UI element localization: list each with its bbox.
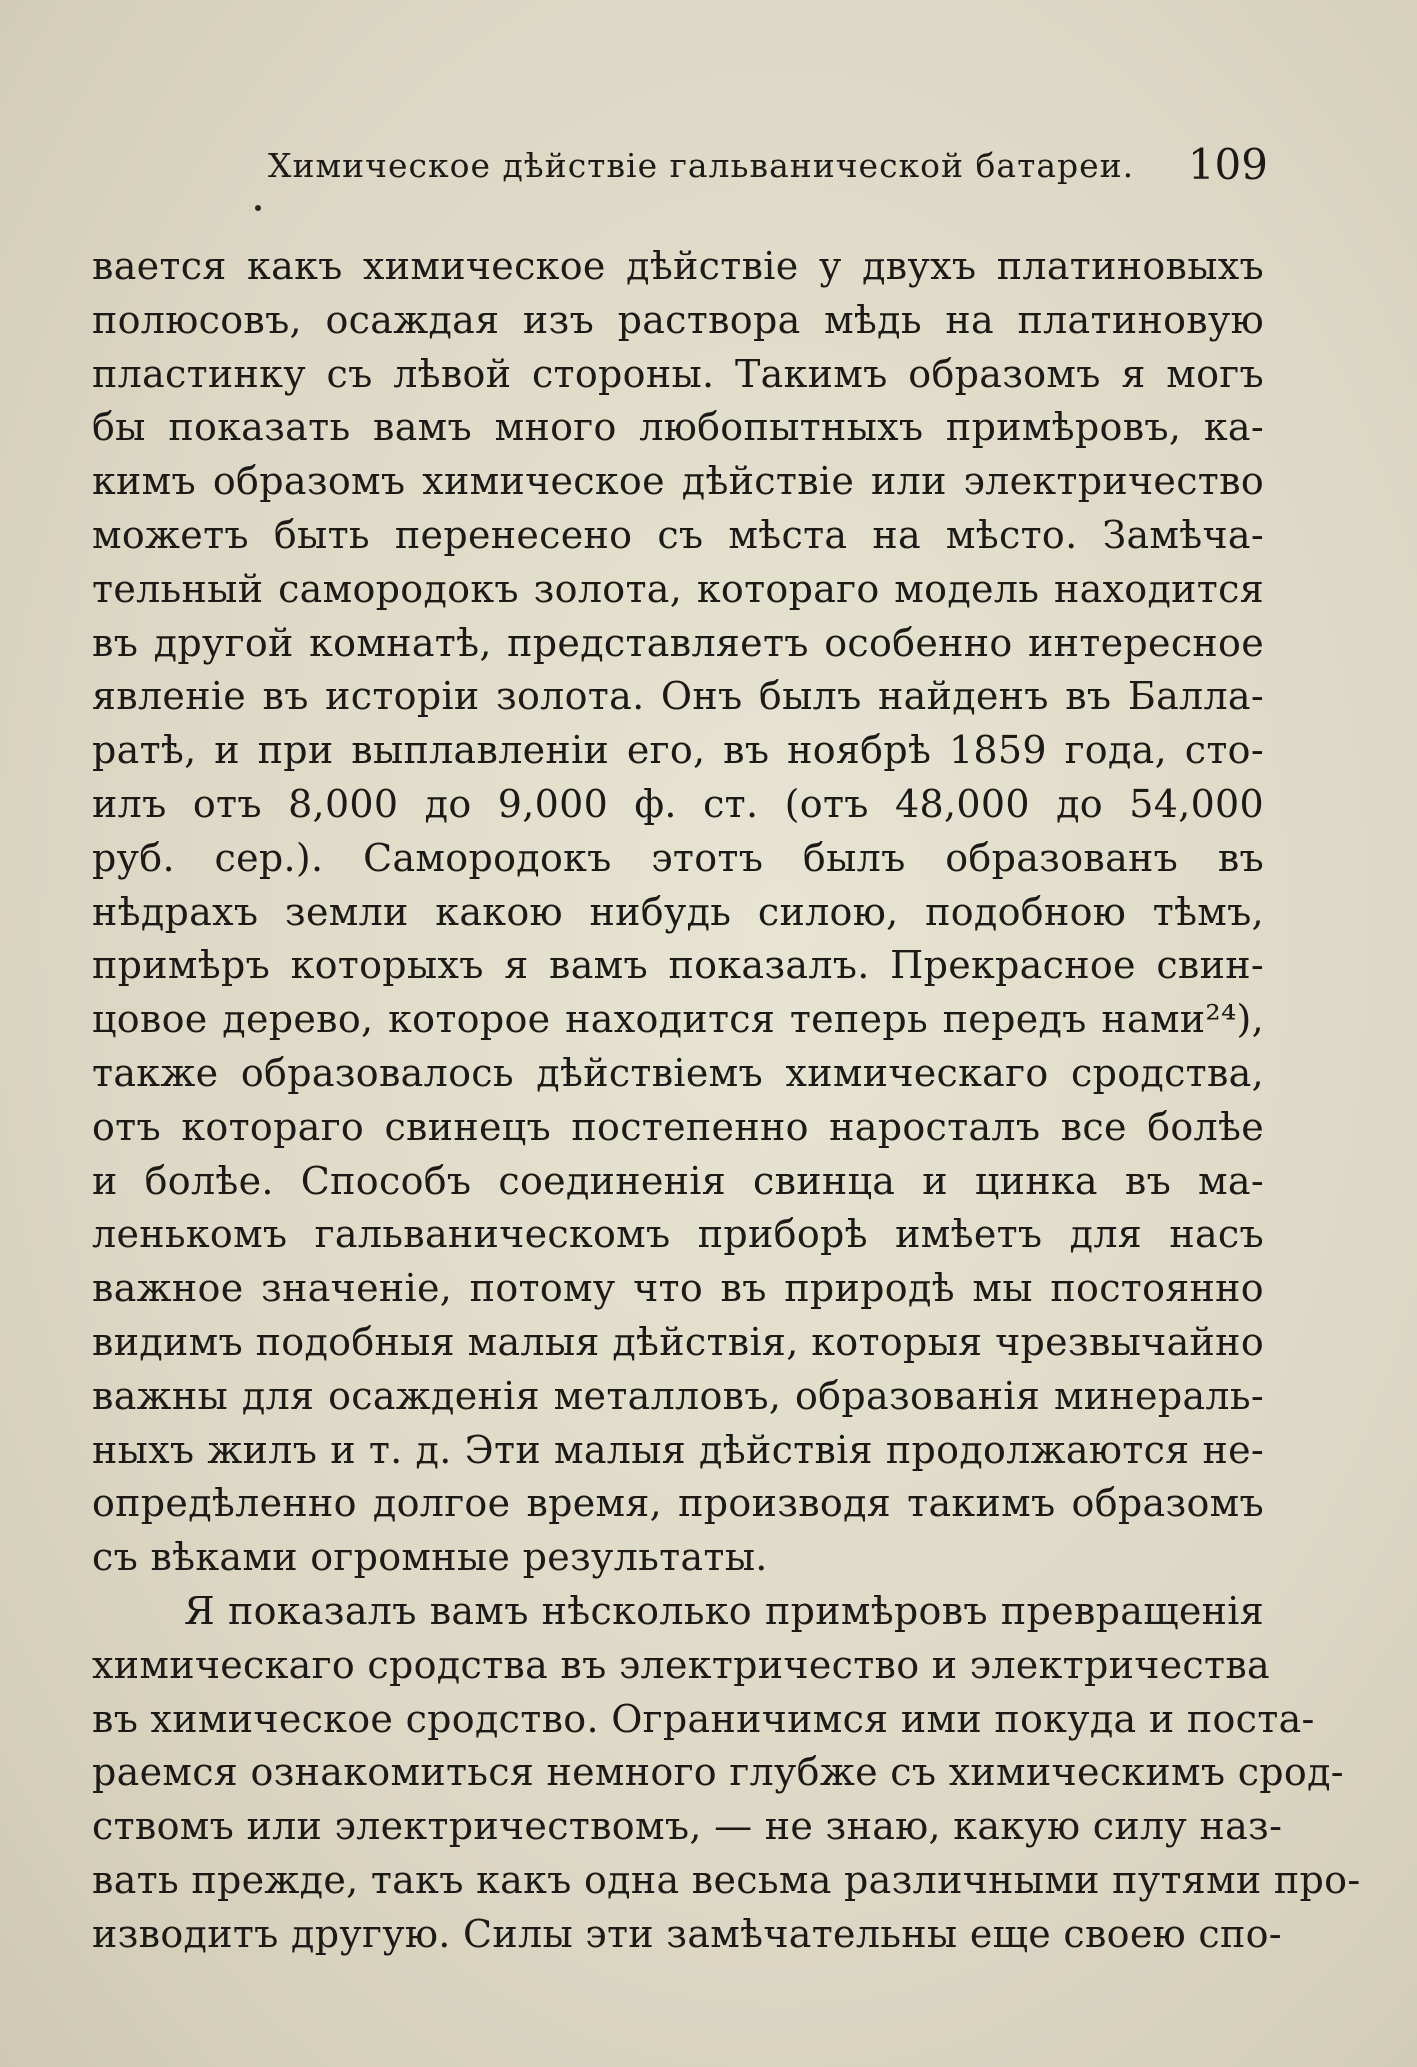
page-number: 109 xyxy=(1187,140,1268,189)
running-head: Химическое дѣйствіе гальванической батареи. xyxy=(268,146,1135,185)
text-line: кимъ образомъ химическое дѣйствіе или электричество xyxy=(92,459,1264,504)
text-line: ратѣ, и при выплавленіи его, въ ноябрѣ 1859 года, сто- xyxy=(92,728,1264,773)
text-line: бы показать вамъ много любопытныхъ примѣровъ, ка- xyxy=(92,405,1264,450)
text-line: нѣдрахъ земли какою нибудь силою, подобною тѣмъ, xyxy=(92,889,1264,934)
text-line: опредѣленно долгое время, производя такимъ образомъ xyxy=(92,1481,1264,1526)
text-line: изводитъ другую. Силы эти замѣчательны еще своею спо- xyxy=(92,1911,1282,1956)
text-line: тельный самородокъ золота, котораго модель находится xyxy=(92,566,1264,611)
text-line: можетъ быть перенесено съ мѣста на мѣсто. Замѣча- xyxy=(92,512,1264,557)
text-line: ствомъ или электричествомъ, — не знаю, какую силу наз- xyxy=(92,1804,1283,1849)
text-line: ленькомъ гальваническомъ приборѣ имѣетъ для насъ xyxy=(92,1212,1264,1257)
text-line: илъ отъ 8,000 до 9,000 ф. ст. (отъ 48,000 до 54,000 xyxy=(92,781,1264,826)
text-line: также образовалось дѣйствіемъ химическаго сродства, xyxy=(92,1050,1264,1095)
text-line: въ химическое сродство. Ограничимся ими покуда и поста- xyxy=(92,1696,1315,1741)
text-line: полюсовъ, осаждая изъ раствора мѣдь на платиновую xyxy=(92,297,1264,342)
text-line: отъ котораго свинецъ постепенно наросталъ все болѣе xyxy=(92,1104,1264,1149)
text-line: примѣръ которыхъ я вамъ показалъ. Прекрасное свин- xyxy=(92,943,1264,988)
text-line: явленіе въ исторіи золота. Онъ былъ найденъ въ Балла- xyxy=(92,674,1264,719)
body-text xyxy=(92,240,1361,1962)
text-line: раемся ознакомиться немного глубже съ химическимъ срод- xyxy=(92,1750,1344,1795)
text-line: вать прежде, такъ какъ одна весьма различными путями про- xyxy=(92,1857,1361,1902)
text-line: цовое дерево, которое находится теперь передъ нами²⁴), xyxy=(92,997,1264,1042)
text-line: руб. сер.). Самородокъ этотъ былъ образованъ въ xyxy=(92,835,1264,880)
text-line: важны для осажденія металловъ, образованія минераль- xyxy=(92,1373,1264,1418)
text-line: пластинку съ лѣвой стороны. Такимъ образомъ я могъ xyxy=(92,351,1264,396)
text-line: Я показалъ вамъ нѣсколько примѣровъ превращенія xyxy=(184,1588,1264,1633)
text-line: химическаго сродства въ электричество и электричества xyxy=(92,1642,1270,1687)
page-header xyxy=(268,140,1268,200)
text-line: ныхъ жилъ и т. д. Эти малыя дѣйствія продолжаются не- xyxy=(92,1427,1264,1472)
ink-speck xyxy=(255,205,261,211)
text-line: съ вѣками огромные результаты. xyxy=(92,1535,768,1580)
text-line: въ другой комнатѣ, представляетъ особенно интересное xyxy=(92,620,1264,665)
text-line: важное значеніе, потому что въ природѣ мы постоянно xyxy=(92,1266,1264,1311)
text-line: и болѣе. Способъ соединенія свинца и цинка въ ма- xyxy=(92,1158,1264,1203)
text-line: вается какъ химическое дѣйствіе у двухъ платиновыхъ xyxy=(92,244,1264,288)
text-line: видимъ подобныя малыя дѣйствія, которыя чрезвычайно xyxy=(92,1319,1264,1364)
